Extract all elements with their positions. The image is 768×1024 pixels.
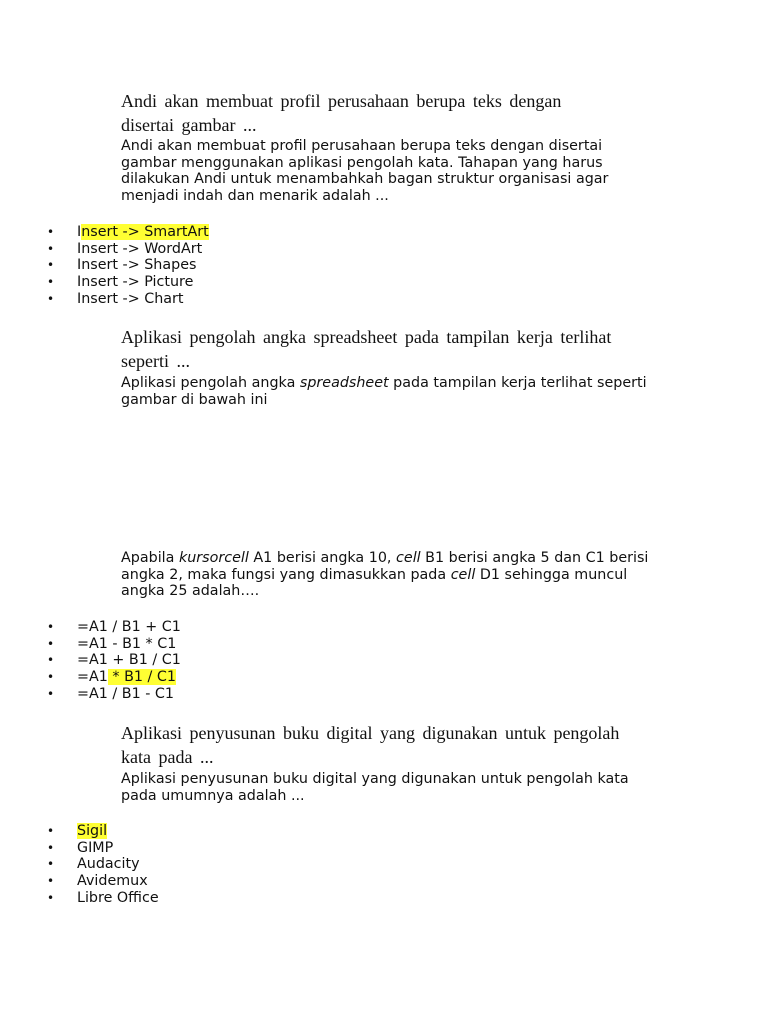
question-3-title: Aplikasi penyusunan buku digital yang digunakan untuk pengolah kata pada ... (121, 723, 620, 767)
bullet-icon: • (47, 291, 55, 306)
bullet-icon: • (47, 636, 55, 651)
option-item: • =A1 - B1 * C1 (47, 635, 177, 652)
highlighted-answer: nsert -> SmartArt (81, 224, 209, 240)
bullet-icon: • (47, 653, 55, 668)
option-item: • =A1 / B1 - C1 (47, 685, 174, 702)
option-item: • Insert -> Chart (47, 290, 184, 307)
bullet-icon: • (47, 824, 55, 838)
bullet-icon: • (47, 670, 55, 685)
bullet-icon: • (47, 686, 55, 701)
bullet-icon: • (47, 857, 55, 872)
bullet-icon: • (47, 225, 55, 239)
question-2-title: Aplikasi pengolah angka spreadsheet pada tampilan kerja terlihat seperti ... (121, 327, 612, 371)
highlighted-answer: Sigil (77, 823, 108, 839)
question-1-body: Andi akan membuat profil perusahaan berupa teks dengan disertai gambar menggunakan aplikasi pengolah kata. Tahapan yang harus dilakukan Andi untuk menambahkah bagan struktur organisasi agar menjadi indah dan menarik adalah ... (121, 138, 609, 205)
question-2 (121, 325, 661, 408)
option-item: • Insert -> Picture (47, 274, 194, 291)
option-item: • =A1 + B1 / C1 (47, 652, 181, 669)
bullet-icon: • (47, 840, 55, 855)
highlighted-answer: * B1 / C1 (107, 669, 176, 686)
question-1-options (0, 224, 209, 307)
question-2-body-2: Apabila kursorcell A1 berisi angka 10, cell B1 berisi angka 5 dan C1 berisi angka 2, maka fungsi yang dimasukkan pada cell D1 sehingga muncul angka 25 adalah…. (121, 550, 649, 600)
bullet-icon: • (47, 275, 55, 290)
question-2-options (0, 619, 181, 702)
bullet-icon: • (47, 874, 55, 889)
option-item: • =A1 * B1 / C1 (47, 669, 176, 686)
question-3 (121, 721, 661, 804)
option-item: • Insert -> WordArt (47, 240, 203, 257)
option-item (0, 823, 159, 840)
bullet-icon: • (47, 241, 55, 256)
question-2-detail (121, 550, 661, 600)
option-item: • Insert -> Shapes (47, 257, 197, 274)
question-3-options (0, 823, 159, 906)
option-item: • GIMP (47, 839, 114, 856)
option-item: • Avidemux (47, 873, 148, 890)
bullet-icon: • (47, 620, 55, 634)
option-item: • Audacity (47, 856, 140, 873)
question-1-title: Andi akan membuat profil perusahaan berupa teks dengan disertai gambar ... (121, 91, 562, 135)
question-3-body: Aplikasi penyusunan buku digital yang digunakan untuk pengolah kata pada umumnya adalah ... (121, 771, 629, 804)
option-item: • Libre Office (47, 889, 159, 906)
question-1 (121, 89, 661, 205)
option-item: • =A1 / B1 + C1 (47, 619, 181, 635)
bullet-icon: • (47, 890, 55, 905)
question-2-body: Aplikasi pengolah angka spreadsheet pada tampilan kerja terlihat seperti gambar di bawah ini (121, 375, 647, 408)
bullet-icon: • (47, 258, 55, 273)
option-item: • Insert -> SmartArt (47, 224, 209, 240)
